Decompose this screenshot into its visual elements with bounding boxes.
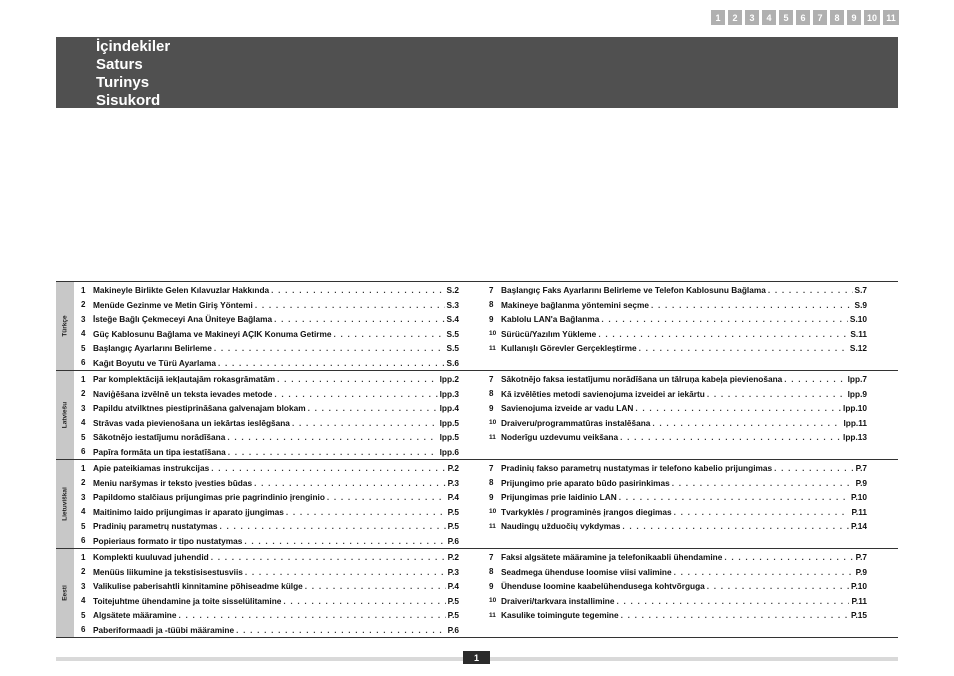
toc-entry-page: P.11 xyxy=(851,506,867,517)
dot-leader xyxy=(674,507,850,517)
page-tab[interactable]: 2 xyxy=(728,10,742,25)
toc-entry-number: 3 xyxy=(81,314,86,324)
toc-entry-number: 4 xyxy=(81,329,86,339)
toc-entry-number: 7 xyxy=(489,374,494,384)
dot-leader xyxy=(218,358,445,368)
toc-entry[interactable] xyxy=(489,550,867,565)
toc-entry-page: P.6 xyxy=(447,624,459,635)
toc-entry[interactable] xyxy=(81,401,459,416)
toc-column-right xyxy=(489,461,867,534)
dot-leader xyxy=(598,329,848,339)
toc-entry-page: lpp.13 xyxy=(843,432,867,443)
toc-entry-number: 1 xyxy=(81,285,86,295)
toc-entry-title: Makineye bağlanma yöntemini seçme xyxy=(501,299,650,310)
dot-leader xyxy=(292,418,438,428)
page-tab[interactable]: 10 xyxy=(864,10,880,25)
contents-banner xyxy=(56,37,898,108)
toc-entry-number: 4 xyxy=(81,596,86,606)
toc-column-left xyxy=(81,550,459,637)
dot-leader xyxy=(622,521,849,531)
toc-entry-title: Papildu atvilktnes piestiprināšana galvenajam blokam xyxy=(93,403,306,414)
page-tab[interactable]: 4 xyxy=(762,10,776,25)
toc-section xyxy=(56,460,898,549)
toc-entry-number: 6 xyxy=(81,536,86,546)
toc-entry-number: 2 xyxy=(81,389,86,399)
toc-entry[interactable] xyxy=(81,623,459,638)
dot-leader xyxy=(274,389,437,399)
toc-entry[interactable] xyxy=(489,416,867,431)
toc-entry-page: P.9 xyxy=(855,477,867,488)
dot-leader xyxy=(220,521,446,531)
toc-entry-page: lpp.2 xyxy=(439,374,459,385)
toc-entry-page: P.14 xyxy=(851,521,867,532)
dot-leader xyxy=(244,536,445,546)
toc-column-right xyxy=(489,372,867,445)
dot-leader xyxy=(768,285,853,295)
toc-entry-number: 8 xyxy=(489,300,494,310)
toc-entry[interactable] xyxy=(81,579,459,594)
page-tab[interactable]: 11 xyxy=(883,10,899,25)
toc-entry-title: Kağıt Boyutu ve Türü Ayarlama xyxy=(93,357,216,368)
toc-entry[interactable] xyxy=(81,430,459,445)
toc-entry-page: P.5 xyxy=(447,506,459,517)
toc-entry-title: Ühenduse loomine kaabelühendusega kohtvõrguga xyxy=(501,581,705,592)
dot-leader xyxy=(308,403,438,413)
toc-entry-page: S.2 xyxy=(446,285,459,296)
toc-entry[interactable] xyxy=(489,341,867,356)
toc-entry-number: 6 xyxy=(81,447,86,457)
dot-leader xyxy=(214,343,445,353)
toc-entry-page: S.4 xyxy=(446,314,459,325)
toc-entry-page: lpp.6 xyxy=(439,446,459,457)
dot-leader xyxy=(327,492,446,502)
toc-entry-page: P.9 xyxy=(855,566,867,577)
toc-entry-page: lpp.4 xyxy=(439,403,459,414)
toc-entry[interactable] xyxy=(81,387,459,402)
contents-title-lt: Turinys xyxy=(96,74,150,91)
toc-entry-page: P.2 xyxy=(447,552,459,563)
dot-leader xyxy=(334,329,445,339)
language-tab xyxy=(56,371,74,459)
toc-entry[interactable] xyxy=(81,490,459,505)
toc-entry-title: Prijungimo prie aparato būdo pasirinkimas xyxy=(501,477,670,488)
toc-entry[interactable] xyxy=(81,594,459,609)
dot-leader xyxy=(245,567,446,577)
toc-entry-page: P.15 xyxy=(851,610,867,621)
toc-entry-page: P.3 xyxy=(447,566,459,577)
toc-entry-title: Strāvas vada pievienošana un iekārtas ieslēgšana xyxy=(93,417,290,428)
toc-entry-page: S.10 xyxy=(849,314,867,325)
toc-entry[interactable] xyxy=(81,416,459,431)
toc-entry-page: P.2 xyxy=(447,463,459,474)
toc-entry-number: 6 xyxy=(81,358,86,368)
toc-entry-page: P.5 xyxy=(447,610,459,621)
toc-entry-title: Meniu naršymas ir teksto įvesties būdas xyxy=(93,477,253,488)
toc-entry-title: Savienojuma izveide ar vadu LAN xyxy=(501,403,634,414)
page-tab[interactable]: 5 xyxy=(779,10,793,25)
contents-title-et: Sisukord xyxy=(96,92,161,109)
toc-entry-title: Pradinių fakso parametrų nustatymas ir telefono kabelio prijungimas xyxy=(501,463,773,474)
toc-entry-number: 5 xyxy=(81,343,86,353)
toc-entry-page: S.3 xyxy=(446,299,459,310)
toc-entry-number: 6 xyxy=(81,625,86,635)
toc-entry-number: 11 xyxy=(489,522,496,530)
toc-entry-title: Pradinių parametrų nustatymas xyxy=(93,521,218,532)
toc-entry[interactable] xyxy=(81,372,459,387)
toc-entry[interactable] xyxy=(81,608,459,623)
toc-entry-page: P.5 xyxy=(447,595,459,606)
dot-leader xyxy=(305,581,446,591)
dot-leader xyxy=(774,463,854,473)
dot-leader xyxy=(601,314,848,324)
toc-entry-title: Sürücü/Yazılım Yükleme xyxy=(501,328,597,339)
page-tab-strip xyxy=(711,10,899,25)
toc-entry-title: Makineyle Birlikte Gelen Kılavuzlar Hakkında xyxy=(93,285,270,296)
toc-entry[interactable] xyxy=(489,505,867,520)
dot-leader xyxy=(674,567,854,577)
language-tab xyxy=(56,549,74,637)
toc-entry[interactable] xyxy=(489,430,867,445)
toc-entry[interactable] xyxy=(81,327,459,342)
toc-entry[interactable] xyxy=(489,312,867,327)
language-label: Türkçe xyxy=(61,315,69,337)
toc-column-right xyxy=(489,283,867,356)
toc-entry-title: Par komplektācijā iekļautajām rokasgrāmatām xyxy=(93,374,276,385)
toc-entry[interactable] xyxy=(489,283,867,298)
toc-entry-title: İsteğe Bağlı Çekmeceyi Ana Üniteye Bağlama xyxy=(93,314,273,325)
toc-section xyxy=(56,549,898,638)
dot-leader xyxy=(707,581,849,591)
toc-entry[interactable] xyxy=(489,401,867,416)
toc-column-left xyxy=(81,372,459,459)
toc-entry[interactable] xyxy=(489,565,867,580)
toc-entry-number: 7 xyxy=(489,285,494,295)
toc-entry-page: P.5 xyxy=(447,521,459,532)
language-label: Lietuviškai xyxy=(61,487,69,521)
toc-entry-title: Naudingų užduočių vykdymas xyxy=(501,521,621,532)
toc-entry-title: Menüde Gezinme ve Metin Giriş Yöntemi xyxy=(93,299,253,310)
toc-entry-title: Papildomo stalčiaus prijungimas prie pagrindinio įrenginio xyxy=(93,492,325,503)
toc-entry[interactable] xyxy=(81,445,459,460)
toc-entry[interactable] xyxy=(489,372,867,387)
toc-entry[interactable] xyxy=(81,461,459,476)
page-tab[interactable]: 9 xyxy=(847,10,861,25)
toc-entry[interactable] xyxy=(81,519,459,534)
contents-title-tr: İçindekiler xyxy=(96,38,171,55)
toc-entry-page: S.5 xyxy=(446,343,459,354)
toc-entry-number: 3 xyxy=(81,492,86,502)
toc-entry-number: 9 xyxy=(489,403,494,413)
dot-leader xyxy=(672,478,854,488)
toc-entry-page: P.7 xyxy=(855,463,867,474)
toc-entry-number: 8 xyxy=(489,478,494,488)
contents-title-lv: Saturs xyxy=(96,56,143,73)
toc-entry-page: S.12 xyxy=(849,343,867,354)
toc-entry[interactable] xyxy=(489,579,867,594)
toc-entry-number: 3 xyxy=(81,581,86,591)
dot-leader xyxy=(652,418,841,428)
dot-leader xyxy=(277,374,437,384)
toc-entry-title: Naviģēšana izvēlnē un teksta ievades metode xyxy=(93,388,273,399)
dot-leader xyxy=(707,389,846,399)
toc-entry-number: 7 xyxy=(489,463,494,473)
toc-entry-page: S.11 xyxy=(850,328,867,339)
toc-entry[interactable] xyxy=(81,550,459,565)
page-tab[interactable]: 1 xyxy=(711,10,725,25)
toc-entry[interactable] xyxy=(81,341,459,356)
toc-entry[interactable] xyxy=(81,283,459,298)
toc-entry-page: lpp.3 xyxy=(439,388,459,399)
dot-leader xyxy=(271,285,444,295)
toc-entry-page: lpp.5 xyxy=(439,432,459,443)
dot-leader xyxy=(620,432,841,442)
toc-entry-number: 2 xyxy=(81,478,86,488)
toc-entry-title: Seadmega ühenduse loomise viisi valimine xyxy=(501,566,672,577)
page-tab[interactable]: 7 xyxy=(813,10,827,25)
toc-entry-title: Papīra formāta un tipa iestatīšana xyxy=(93,446,226,457)
toc-entry-title: Sākotnējo faksa iestatījumu norādīšana un tālruņa kabeļa pievienošana xyxy=(501,374,783,385)
dot-leader xyxy=(178,610,445,620)
language-label: Eesti xyxy=(61,585,69,601)
toc-entry-page: P.6 xyxy=(447,535,459,546)
toc-entry-title: Popieriaus formato ir tipo nustatymas xyxy=(93,535,243,546)
dot-leader xyxy=(255,300,445,310)
toc-entry[interactable] xyxy=(81,476,459,491)
toc-column-left xyxy=(81,461,459,548)
dot-leader xyxy=(236,625,446,635)
page-tab[interactable]: 8 xyxy=(830,10,844,25)
toc-entry-number: 9 xyxy=(489,492,494,502)
toc-entry-page: P.7 xyxy=(855,552,867,563)
toc-entry-number: 9 xyxy=(489,314,494,324)
toc-entry-title: Sākotnējo iestatījumu norādīšana xyxy=(93,432,226,443)
toc-entry-title: Maitinimo laido prijungimas ir aparato įjungimas xyxy=(93,506,284,517)
toc-entry-number: 2 xyxy=(81,300,86,310)
toc-entry-number: 11 xyxy=(489,611,496,619)
toc-section xyxy=(56,282,898,371)
page-tab[interactable]: 3 xyxy=(745,10,759,25)
dot-leader xyxy=(619,492,849,502)
toc-entry-title: Kullanışlı Görevler Gerçekleştirme xyxy=(501,343,637,354)
toc-entry[interactable] xyxy=(489,490,867,505)
toc-entry[interactable] xyxy=(81,298,459,313)
language-tab xyxy=(56,282,74,370)
toc-entry-number: 9 xyxy=(489,581,494,591)
dot-leader xyxy=(621,610,849,620)
toc-entry[interactable] xyxy=(489,476,867,491)
toc-entry[interactable] xyxy=(489,298,867,313)
toc-entry-title: Başlangıç Faks Ayarlarını Belirleme ve Telefon Kablosunu Bağlama xyxy=(501,285,766,296)
toc-column-left xyxy=(81,283,459,370)
toc-sections xyxy=(56,281,898,638)
toc-entry-page: P.10 xyxy=(851,492,867,503)
page-number: 1 xyxy=(463,651,490,664)
dot-leader xyxy=(724,552,853,562)
language-label: Latviešu xyxy=(61,401,69,429)
toc-entry-page: S.7 xyxy=(854,285,867,296)
toc-entry-title: Valikulise paberisahtli kinnitamine põhiseadme külge xyxy=(93,581,303,592)
toc-entry-title: Komplekti kuuluvad juhendid xyxy=(93,552,209,563)
toc-entry-page: S.6 xyxy=(446,357,459,368)
toc-entry-page: P.4 xyxy=(447,581,459,592)
dot-leader xyxy=(651,300,853,310)
dot-leader xyxy=(228,447,438,457)
toc-entry-number: 1 xyxy=(81,463,86,473)
toc-entry-number: 8 xyxy=(489,567,494,577)
toc-entry-title: Draiveru/programmatūras instalēšana xyxy=(501,417,651,428)
dot-leader xyxy=(784,374,845,384)
toc-entry[interactable] xyxy=(81,356,459,371)
toc-entry[interactable] xyxy=(489,519,867,534)
toc-entry-page: lpp.7 xyxy=(847,374,867,385)
language-tab xyxy=(56,460,74,548)
toc-entry-page: P.3 xyxy=(447,477,459,488)
dot-leader xyxy=(211,463,445,473)
toc-entry-page: lpp.10 xyxy=(843,403,867,414)
toc-entry-title: Tvarkyklės / programinės įrangos diegimas xyxy=(501,506,672,517)
toc-entry[interactable] xyxy=(81,565,459,580)
toc-entry-number: 5 xyxy=(81,432,86,442)
toc-entry[interactable] xyxy=(489,387,867,402)
toc-entry[interactable] xyxy=(489,461,867,476)
toc-entry[interactable] xyxy=(489,608,867,623)
toc-entry[interactable] xyxy=(489,327,867,342)
dot-leader xyxy=(274,314,444,324)
toc-entry-number: 7 xyxy=(489,552,494,562)
toc-entry-number: 5 xyxy=(81,521,86,531)
dot-leader xyxy=(211,552,446,562)
toc-entry-title: Faksi algsätete määramine ja telefonikaabli ühendamine xyxy=(501,552,723,563)
dot-leader xyxy=(286,507,446,517)
toc-entry-title: Noderīgu uzdevumu veikšana xyxy=(501,432,619,443)
toc-entry-number: 1 xyxy=(81,552,86,562)
toc-entry-title: Algsätete määramine xyxy=(93,610,177,621)
toc-entry-number: 1 xyxy=(81,374,86,384)
dot-leader xyxy=(635,403,841,413)
toc-entry-title: Güç Kablosunu Bağlama ve Makineyi AÇIK Konuma Getirme xyxy=(93,328,332,339)
toc-entry-title: Kablolu LAN'a Bağlanma xyxy=(501,314,600,325)
toc-entry-title: Kasulike toimingute tegemine xyxy=(501,610,619,621)
toc-entry-number: 5 xyxy=(81,610,86,620)
toc-entry-title: Apie pateikiamas instrukcijas xyxy=(93,463,210,474)
toc-entry-page: lpp.5 xyxy=(439,417,459,428)
toc-entry-page: S.5 xyxy=(446,328,459,339)
toc-entry-title: Kā izvēlēties metodi savienojuma izveidei ar iekārtu xyxy=(501,388,705,399)
dot-leader xyxy=(639,343,848,353)
dot-leader xyxy=(254,478,446,488)
toc-entry-title: Menüüs liikumine ja tekstisisestusviis xyxy=(93,566,243,577)
toc-entry-number: 11 xyxy=(489,344,496,352)
toc-entry-number: 2 xyxy=(81,567,86,577)
toc-section xyxy=(56,371,898,460)
toc-entry-title: Draiveri/tarkvara installimine xyxy=(501,595,615,606)
toc-entry-title: Başlangıç Ayarlarını Belirleme xyxy=(93,343,212,354)
toc-entry-page: P.11 xyxy=(851,595,867,606)
toc-entry-number: 8 xyxy=(489,389,494,399)
toc-column-right xyxy=(489,550,867,623)
dot-leader xyxy=(227,432,437,442)
toc-entry-title: Toitejuhtme ühendamine ja toite sisselülitamine xyxy=(93,595,282,606)
toc-entry[interactable] xyxy=(81,534,459,549)
toc-entry[interactable] xyxy=(81,505,459,520)
toc-entry-page: lpp.11 xyxy=(843,417,867,428)
toc-entry-number: 4 xyxy=(81,507,86,517)
toc-entry-page: P.10 xyxy=(851,581,867,592)
toc-entry-number: 3 xyxy=(81,403,86,413)
dot-leader xyxy=(616,596,849,606)
toc-entry-number: 10 xyxy=(489,508,497,516)
toc-entry-page: S.9 xyxy=(854,299,867,310)
dot-leader xyxy=(283,596,445,606)
toc-entry-title: Prijungimas prie laidinio LAN xyxy=(501,492,617,503)
toc-entry-number: 10 xyxy=(489,419,497,427)
toc-entry[interactable] xyxy=(489,594,867,609)
toc-entry-number: 11 xyxy=(489,433,496,441)
toc-entry-number: 4 xyxy=(81,418,86,428)
toc-entry-number: 10 xyxy=(489,597,497,605)
toc-entry-page: P.4 xyxy=(447,492,459,503)
toc-entry-title: Paberiformaadi ja -tüübi määramine xyxy=(93,624,235,635)
toc-entry-number: 10 xyxy=(489,330,497,338)
toc-entry[interactable] xyxy=(81,312,459,327)
toc-entry-page: lpp.9 xyxy=(847,388,867,399)
page-tab[interactable]: 6 xyxy=(796,10,810,25)
